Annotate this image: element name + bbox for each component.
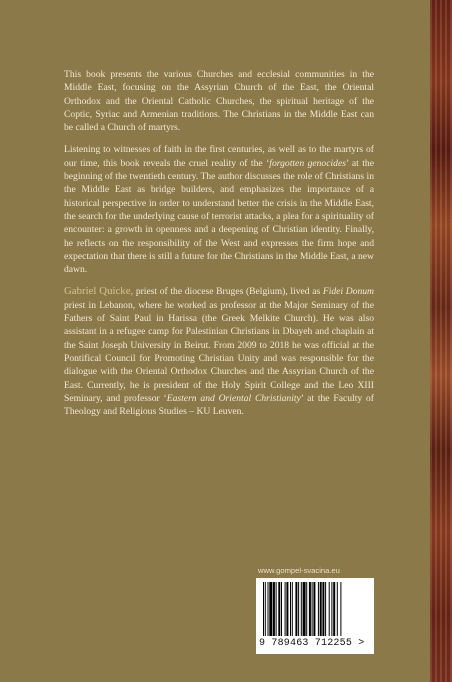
paragraph-author-bio: Gabriel Quicke, priest of the diocese Bruges (Belgium), lived as Fidei Donum priest in Lebanon, where he worked as professor at the Major Seminary of the Fathers of Saint Paul in Harissa (the Greek Melkite Church). He was also assistant in a refugee camp for Palestinian Christians in Dbayeh and chaplain at the Saint Joseph University in Beirut. From 2009 to 2018 he was official at the Pontifical Council for Promoting Christian Unity and was responsible for the dialogue with the Oriental Orthodox Churches and the Assyrian Church of the East. Currently, he is president of the Holy Spirit College and the Leo XIII Seminary, and professor ‘Eastern and Oriental Christianity’ at the Faculty of Theology and Religious Studies – KU Leuven. (64, 285, 374, 418)
paragraph-summary: Listening to witnesses of faith in the first centuries, as well as to the martyrs of our time, this book reveals the cruel reality of the ‘forgotten genocides’ at the beginning of the twentieth century. The author discusses the role of Christians in the Middle East as bridge builders, and emphasizes the importance of a historical perspective in order to understand better the crisis in the Middle East, the search for the underlying cause of terrorist attacks, a plea for a spirituality of encounter: a growth in openness and a deepening of Christian identity. Finally, he reflects on the responsibility of the West and expresses the firm hope and expectation that there is still a future for the Christians in the Middle East, a new dawn. (64, 144, 374, 276)
author-name: Gabriel Quicke, (64, 285, 134, 298)
italic-phrase: forgotten genocides (269, 157, 346, 169)
isbn-barcode (256, 578, 374, 654)
barcode-bars (263, 582, 367, 636)
isbn-number: 9 789463 712255 > (259, 638, 365, 649)
publisher-website[interactable]: www.gompel-svacina.eu (258, 566, 340, 575)
spine-artwork (430, 0, 452, 682)
blurb-text (64, 68, 374, 427)
paragraph-intro: This book presents the various Churches and ecclesial communities in the Middle East, focusing on the Assyrian Church of the East, the Oriental Orthodox and the Oriental Catholic Churches, the spiritual heritage of the Coptic, Syriac and Armenian traditions. The Christians in the Middle East can be called a Church of martyrs. (64, 69, 374, 134)
